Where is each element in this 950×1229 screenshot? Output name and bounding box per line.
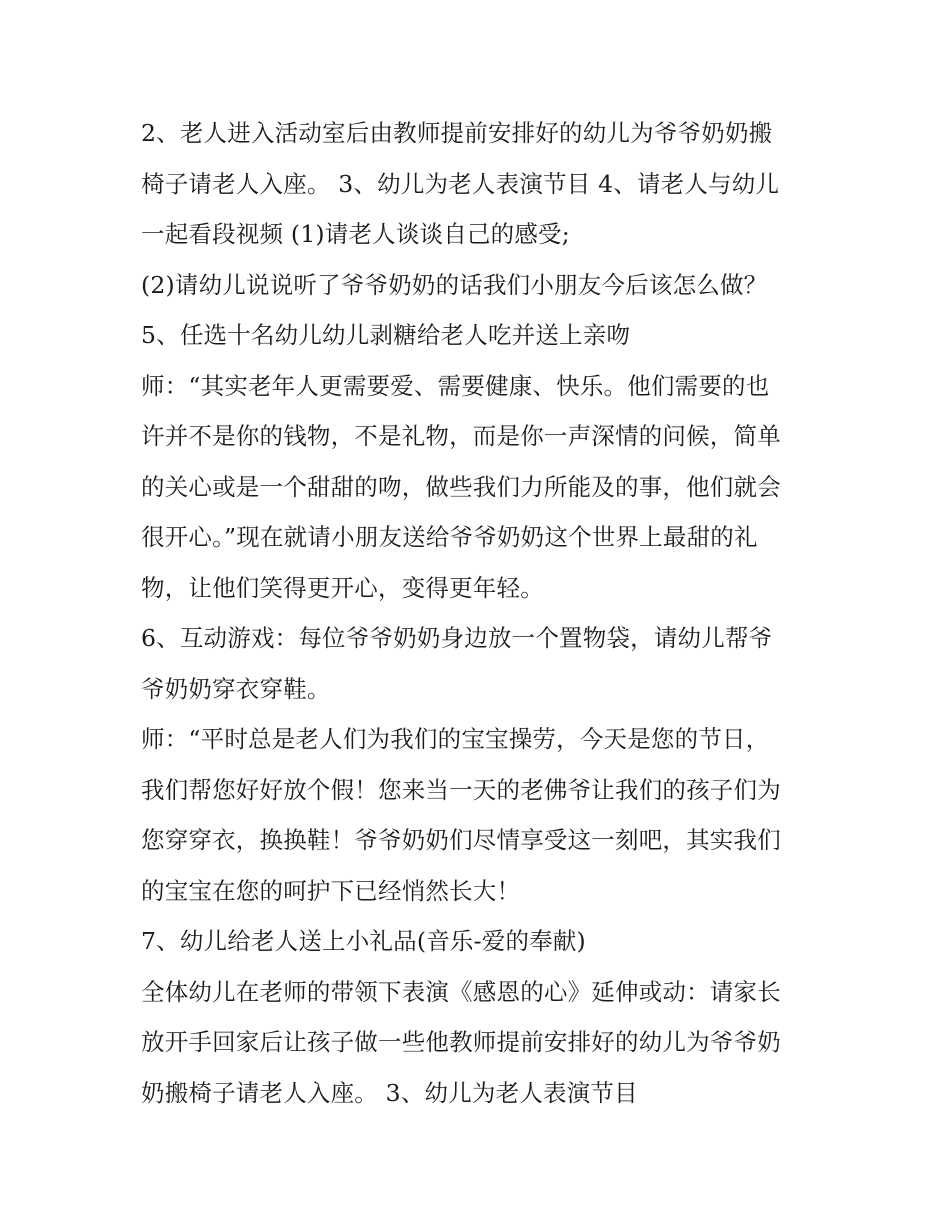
text-line: 放开手回家后让孩子做一些他教师提前安排好的幼儿为爷爷奶 bbox=[141, 1028, 781, 1056]
text-line: (2)请幼儿说说听了爷爷奶奶的话我们小朋友今后该怎么做？ bbox=[141, 270, 768, 299]
text-line: 奶搬椅子请老人入座。 3、幼儿为老人表演节目 bbox=[141, 1078, 638, 1107]
text-line: 一起看段视频 (1)请老人谈谈自己的感受; bbox=[141, 220, 570, 248]
text-line: 6、互动游戏：每位爷爷奶奶身边放一个置物袋，请幼儿帮爷 bbox=[141, 624, 773, 652]
text-line: 全体幼儿在老师的带领下表演《感恩的心》延伸或动：请家长 bbox=[141, 977, 781, 1006]
text-line: 7、幼儿给老人送上小礼品(音乐-爱的奉献) bbox=[141, 927, 586, 955]
text-line: 2、老人进入活动室后由教师提前安排好的幼儿为爷爷奶奶搬 bbox=[141, 119, 773, 147]
text-line: 很开心。”现在就请小朋友送给爷爷奶奶这个世界上最甜的礼 bbox=[141, 523, 758, 551]
text-line: 我们帮您好好放个假！您来当一天的老佛爷让我们的孩子们为 bbox=[141, 775, 781, 804]
text-line: 的关心或是一个甜甜的吻，做些我们力所能及的事，他们就会 bbox=[141, 472, 781, 501]
text-line: 爷奶奶穿衣穿鞋。 bbox=[141, 674, 331, 703]
text-line: 的宝宝在您的呵护下已经悄然长大！ bbox=[141, 876, 521, 905]
text-line: 师：“平时总是老人们为我们的宝宝操劳，今天是您的节日， bbox=[141, 725, 770, 753]
text-line: 师：“其实老年人更需要爱、需要健康、快乐。他们需要的也 bbox=[141, 371, 770, 400]
text-line: 椅子请老人入座。 3、幼儿为老人表演节目 4、请老人与幼儿 bbox=[141, 169, 780, 198]
text-line: 您穿穿衣，换换鞋！爷爷奶奶们尽情享受这一刻吧，其实我们 bbox=[141, 826, 781, 854]
text-line: 许并不是你的钱物，不是礼物，而是你一声深情的问候，简单 bbox=[141, 422, 781, 450]
text-line: 物，让他们笑得更开心，变得更年轻。 bbox=[141, 573, 544, 602]
document-body bbox=[141, 108, 821, 1118]
text-line: 5、任选十名幼儿幼儿剥糖给老人吃并送上亲吻 bbox=[141, 321, 631, 349]
